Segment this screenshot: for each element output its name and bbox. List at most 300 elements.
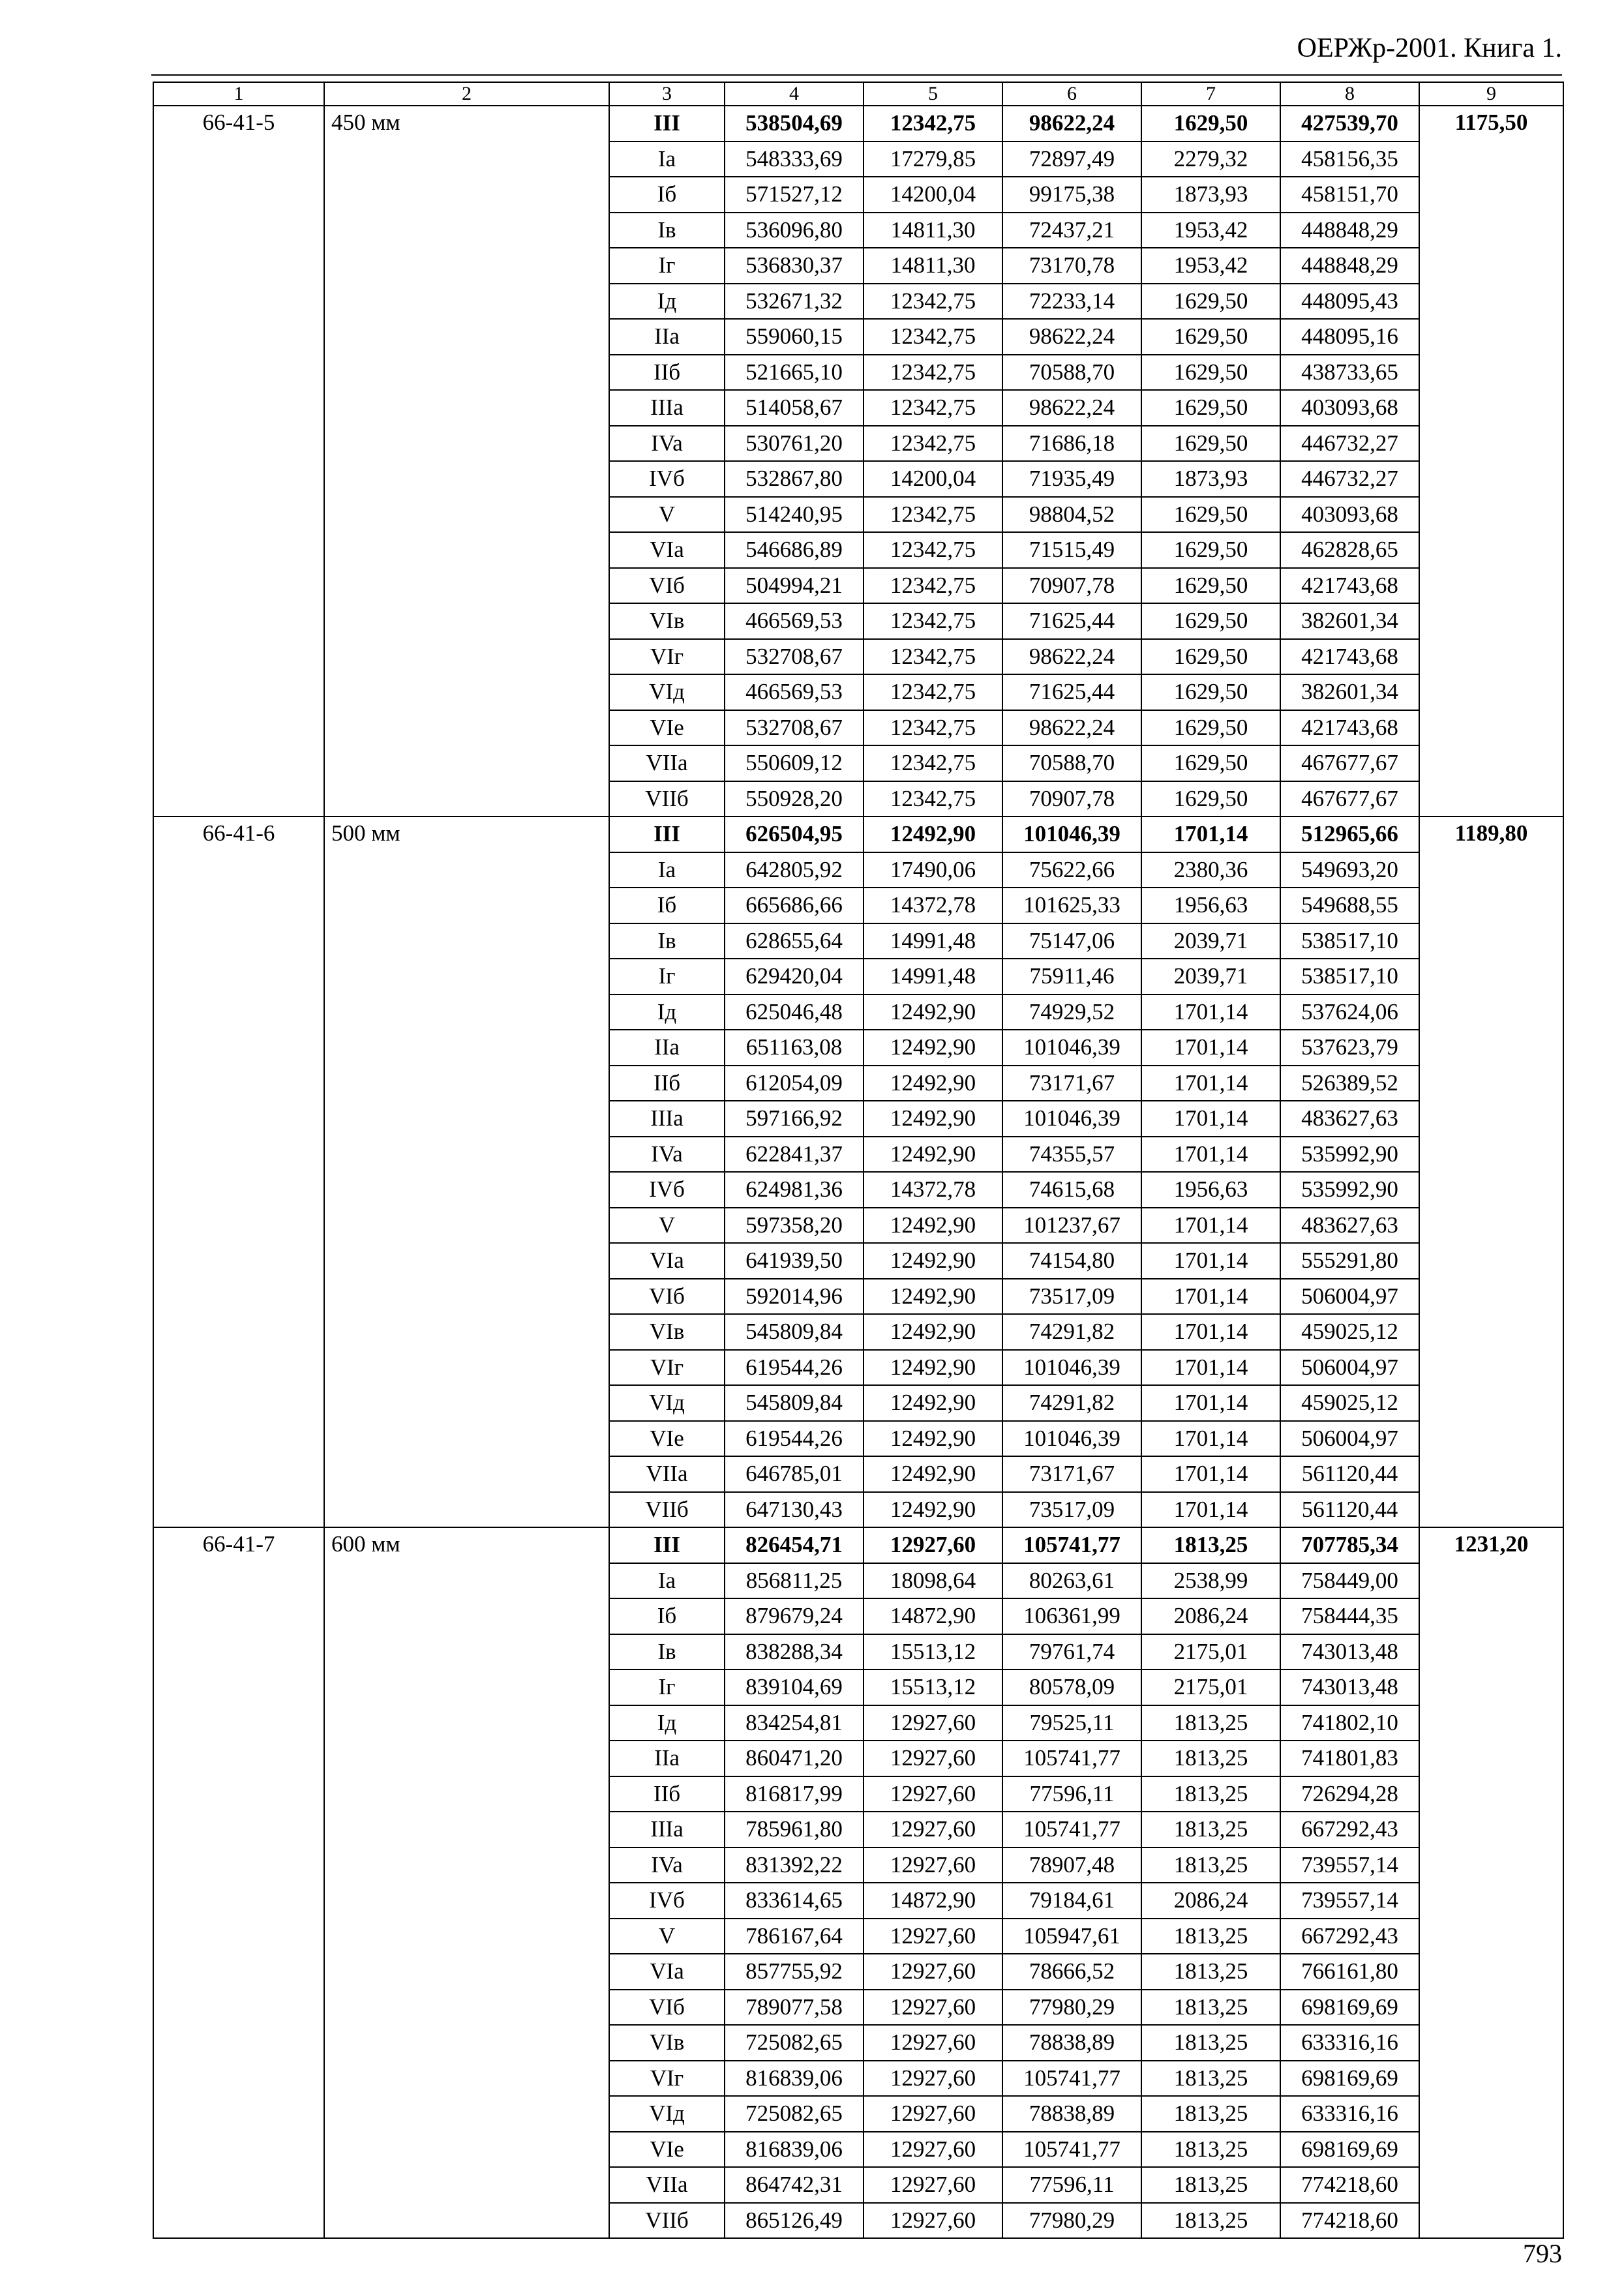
column-number: 9 [1419,82,1563,106]
machines-cell: 79761,74 [1002,1634,1141,1670]
category-cell: VIв [609,1314,725,1350]
machines-cell: 77596,11 [1002,2167,1141,2203]
materials-cell: 667292,43 [1280,1919,1419,1954]
total-cost-cell: 642805,92 [725,852,864,888]
category-cell: VIIa [609,2167,725,2203]
machines-cell: 101625,33 [1002,888,1141,923]
wages-cell: 12342,75 [864,532,1002,568]
machines-cell: 106361,99 [1002,1598,1141,1634]
column-number: 7 [1141,82,1280,106]
total-cost-cell: 559060,15 [725,319,864,355]
machines-cell: 71515,49 [1002,532,1141,568]
machinists-wages-cell: 1813,25 [1141,2096,1280,2132]
wages-cell: 12342,75 [864,284,1002,320]
wages-cell: 14991,48 [864,923,1002,959]
materials-cell: 698169,69 [1280,2061,1419,2097]
table-row [153,106,1563,142]
total-cost-cell: 619544,26 [725,1421,864,1457]
total-cost-cell: 571527,12 [725,177,864,213]
machinists-wages-cell: 1956,63 [1141,888,1280,923]
category-cell: Iг [609,1669,725,1705]
materials-cell: 448095,43 [1280,284,1419,320]
machines-cell: 98804,52 [1002,497,1141,533]
machinists-wages-cell: 1701,14 [1141,816,1280,852]
total-cost-cell: 546686,89 [725,532,864,568]
materials-cell: 698169,69 [1280,2132,1419,2168]
page-number: 793 [1523,2239,1562,2268]
materials-cell: 448848,29 [1280,213,1419,248]
machinists-wages-cell: 1701,14 [1141,1137,1280,1173]
column-number: 8 [1280,82,1419,106]
labor-cost-cell: 1189,80 [1419,816,1563,1527]
materials-cell: 707785,34 [1280,1527,1419,1563]
total-cost-cell: 785961,80 [725,1812,864,1848]
wages-cell: 18098,64 [864,1563,1002,1599]
category-cell: Iг [609,248,725,284]
machines-cell: 70588,70 [1002,745,1141,781]
machinists-wages-cell: 1629,50 [1141,710,1280,746]
category-cell: IIIa [609,1101,725,1137]
wages-cell: 12342,75 [864,710,1002,746]
category-cell: V [609,1919,725,1954]
materials-cell: 535992,90 [1280,1172,1419,1208]
total-cost-cell: 536096,80 [725,213,864,248]
wages-cell: 12342,75 [864,603,1002,639]
machines-cell: 77980,29 [1002,1990,1141,2026]
materials-cell: 555291,80 [1280,1243,1419,1279]
wages-cell: 12342,75 [864,568,1002,604]
machines-cell: 101046,39 [1002,816,1141,852]
category-cell: Iб [609,1598,725,1634]
wages-cell: 12492,90 [864,1279,1002,1315]
machines-cell: 73517,09 [1002,1492,1141,1528]
machinists-wages-cell: 2175,01 [1141,1634,1280,1670]
total-cost-cell: 597166,92 [725,1101,864,1137]
total-cost-cell: 831392,22 [725,1848,864,1883]
materials-cell: 467677,67 [1280,745,1419,781]
category-cell: III [609,1527,725,1563]
page-header: ОЕРЖр-2001. Книга 1. [1297,33,1562,63]
category-cell: VIд [609,674,725,710]
machines-cell: 78666,52 [1002,1954,1141,1990]
category-cell: IIб [609,355,725,391]
machinists-wages-cell: 1701,14 [1141,1066,1280,1101]
total-cost-cell: 538504,69 [725,106,864,142]
materials-cell: 506004,97 [1280,1421,1419,1457]
total-cost-cell: 548333,69 [725,142,864,177]
wages-cell: 12342,75 [864,355,1002,391]
machines-cell: 98622,24 [1002,106,1141,142]
total-cost-cell: 521665,10 [725,355,864,391]
total-cost-cell: 856811,25 [725,1563,864,1599]
machines-cell: 75911,46 [1002,959,1141,995]
materials-cell: 506004,97 [1280,1350,1419,1386]
machines-cell: 70588,70 [1002,355,1141,391]
total-cost-cell: 625046,48 [725,995,864,1030]
machines-cell: 98622,24 [1002,710,1141,746]
machinists-wages-cell: 2380,36 [1141,852,1280,888]
wages-cell: 15513,12 [864,1669,1002,1705]
machinists-wages-cell: 2039,71 [1141,923,1280,959]
wages-cell: 12492,90 [864,1350,1002,1386]
materials-cell: 421743,68 [1280,568,1419,604]
wages-cell: 12927,60 [864,1954,1002,1990]
materials-cell: 537623,79 [1280,1030,1419,1066]
machinists-wages-cell: 1813,25 [1141,2167,1280,2203]
total-cost-cell: 833614,65 [725,1883,864,1919]
category-cell: Iв [609,923,725,959]
materials-cell: 506004,97 [1280,1279,1419,1315]
category-cell: VIг [609,2061,725,2097]
category-cell: IVб [609,1883,725,1919]
total-cost-cell: 816839,06 [725,2132,864,2168]
category-cell: IIб [609,1066,725,1101]
materials-cell: 549693,20 [1280,852,1419,888]
machines-cell: 73517,09 [1002,1279,1141,1315]
materials-cell: 633316,16 [1280,2025,1419,2061]
machines-cell: 80263,61 [1002,1563,1141,1599]
wages-cell: 12342,75 [864,106,1002,142]
wages-cell: 12492,90 [864,995,1002,1030]
category-cell: VIa [609,1243,725,1279]
category-cell: IVa [609,1848,725,1883]
materials-cell: 535992,90 [1280,1137,1419,1173]
category-cell: IIIa [609,390,725,426]
total-cost-cell: 532671,32 [725,284,864,320]
machinists-wages-cell: 1701,14 [1141,995,1280,1030]
machinists-wages-cell: 2538,99 [1141,1563,1280,1599]
category-cell: VIIб [609,1492,725,1528]
machinists-wages-cell: 1629,50 [1141,106,1280,142]
machinists-wages-cell: 1813,25 [1141,2203,1280,2239]
machinists-wages-cell: 1701,14 [1141,1350,1280,1386]
wages-cell: 12927,60 [864,2132,1002,2168]
table-row [153,1527,1563,1563]
machinists-wages-cell: 1813,25 [1141,2061,1280,2097]
category-cell: V [609,497,725,533]
machines-cell: 74291,82 [1002,1385,1141,1421]
materials-cell: 739557,14 [1280,1848,1419,1883]
diameter-cell: 500 мм [324,816,609,1527]
machinists-wages-cell: 1629,50 [1141,532,1280,568]
machinists-wages-cell: 1629,50 [1141,497,1280,533]
category-cell: Ia [609,852,725,888]
total-cost-cell: 536830,37 [725,248,864,284]
category-cell: Iд [609,1705,725,1741]
machines-cell: 79184,61 [1002,1883,1141,1919]
machines-cell: 105741,77 [1002,1741,1141,1776]
total-cost-cell: 626504,95 [725,816,864,852]
materials-cell: 458151,70 [1280,177,1419,213]
machinists-wages-cell: 1629,50 [1141,284,1280,320]
total-cost-cell: 839104,69 [725,1669,864,1705]
machines-cell: 70907,78 [1002,781,1141,817]
machinists-wages-cell: 1813,25 [1141,1812,1280,1848]
machines-cell: 74929,52 [1002,995,1141,1030]
wages-cell: 12927,60 [864,1848,1002,1883]
total-cost-cell: 466569,53 [725,603,864,639]
wages-cell: 12492,90 [864,1243,1002,1279]
wages-cell: 12342,75 [864,319,1002,355]
materials-cell: 448095,16 [1280,319,1419,355]
table-body [153,106,1563,2238]
category-cell: Iд [609,995,725,1030]
category-cell: VIIa [609,745,725,781]
category-cell: VIд [609,1385,725,1421]
machinists-wages-cell: 2086,24 [1141,1598,1280,1634]
machines-cell: 105741,77 [1002,1812,1141,1848]
machinists-wages-cell: 1701,14 [1141,1208,1280,1244]
wages-cell: 12342,75 [864,639,1002,675]
category-cell: VIг [609,639,725,675]
machines-cell: 72233,14 [1002,284,1141,320]
category-cell: VIв [609,2025,725,2061]
materials-cell: 438733,65 [1280,355,1419,391]
total-cost-cell: 466569,53 [725,674,864,710]
wages-cell: 12492,90 [864,1456,1002,1492]
total-cost-cell: 725082,65 [725,2025,864,2061]
machines-cell: 77980,29 [1002,2203,1141,2239]
wages-cell: 12927,60 [864,1919,1002,1954]
materials-cell: 446732,27 [1280,426,1419,462]
machinists-wages-cell: 1813,25 [1141,1954,1280,1990]
category-cell: IIa [609,319,725,355]
machines-cell: 75147,06 [1002,923,1141,959]
materials-cell: 741802,10 [1280,1705,1419,1741]
total-cost-cell: 641939,50 [725,1243,864,1279]
materials-cell: 561120,44 [1280,1492,1419,1528]
machinists-wages-cell: 1629,50 [1141,674,1280,710]
category-cell: Iб [609,177,725,213]
machines-cell: 78907,48 [1002,1848,1141,1883]
column-number-row [153,82,1563,106]
total-cost-cell: 597358,20 [725,1208,864,1244]
materials-cell: 667292,43 [1280,1812,1419,1848]
machines-cell: 74615,68 [1002,1172,1141,1208]
total-cost-cell: 860471,20 [725,1741,864,1776]
machinists-wages-cell: 1701,14 [1141,1243,1280,1279]
column-number: 2 [324,82,609,106]
category-cell: VIa [609,1954,725,1990]
machines-cell: 77596,11 [1002,1776,1141,1812]
machinists-wages-cell: 2086,24 [1141,1883,1280,1919]
total-cost-cell: 545809,84 [725,1314,864,1350]
machines-cell: 80578,09 [1002,1669,1141,1705]
wages-cell: 17490,06 [864,852,1002,888]
machines-cell: 105741,77 [1002,2132,1141,2168]
materials-cell: 538517,10 [1280,923,1419,959]
category-cell: VIIб [609,781,725,817]
wages-cell: 12927,60 [864,2203,1002,2239]
machines-cell: 98622,24 [1002,639,1141,675]
category-cell: Iд [609,284,725,320]
machinists-wages-cell: 1629,50 [1141,568,1280,604]
category-cell: VIe [609,1421,725,1457]
machinists-wages-cell: 1813,25 [1141,1527,1280,1563]
machinists-wages-cell: 1701,14 [1141,1385,1280,1421]
column-number: 6 [1002,82,1141,106]
machines-cell: 101237,67 [1002,1208,1141,1244]
machinists-wages-cell: 1956,63 [1141,1172,1280,1208]
total-cost-cell: 725082,65 [725,2096,864,2132]
machinists-wages-cell: 1629,50 [1141,426,1280,462]
materials-cell: 726294,28 [1280,1776,1419,1812]
materials-cell: 459025,12 [1280,1385,1419,1421]
total-cost-cell: 624981,36 [725,1172,864,1208]
category-cell: Iв [609,213,725,248]
total-cost-cell: 838288,34 [725,1634,864,1670]
machines-cell: 71625,44 [1002,603,1141,639]
machinists-wages-cell: 1813,25 [1141,1990,1280,2026]
materials-cell: 758449,00 [1280,1563,1419,1599]
materials-cell: 448848,29 [1280,248,1419,284]
category-cell: IVa [609,426,725,462]
materials-cell: 467677,67 [1280,781,1419,817]
machinists-wages-cell: 1629,50 [1141,639,1280,675]
wages-cell: 12492,90 [864,1314,1002,1350]
materials-cell: 526389,52 [1280,1066,1419,1101]
materials-cell: 766161,80 [1280,1954,1419,1990]
wages-cell: 12492,90 [864,1421,1002,1457]
total-cost-cell: 550928,20 [725,781,864,817]
materials-cell: 446732,27 [1280,461,1419,497]
machinists-wages-cell: 1813,25 [1141,1919,1280,1954]
category-cell: VIIa [609,1456,725,1492]
machines-cell: 74291,82 [1002,1314,1141,1350]
machines-cell: 73170,78 [1002,248,1141,284]
total-cost-cell: 504994,21 [725,568,864,604]
total-cost-cell: 786167,64 [725,1919,864,1954]
category-cell: Iв [609,1634,725,1670]
total-cost-cell: 647130,43 [725,1492,864,1528]
wages-cell: 12927,60 [864,1527,1002,1563]
machinists-wages-cell: 1629,50 [1141,603,1280,639]
wages-cell: 17279,85 [864,142,1002,177]
materials-cell: 743013,48 [1280,1669,1419,1705]
category-cell: VIe [609,710,725,746]
machinists-wages-cell: 1629,50 [1141,319,1280,355]
category-cell: IVa [609,1137,725,1173]
total-cost-cell: 629420,04 [725,959,864,995]
category-cell: VIг [609,1350,725,1386]
category-cell: VIa [609,532,725,568]
machines-cell: 71935,49 [1002,461,1141,497]
wages-cell: 12492,90 [864,816,1002,852]
column-number: 1 [153,82,324,106]
machines-cell: 101046,39 [1002,1101,1141,1137]
wages-cell: 14872,90 [864,1598,1002,1634]
machinists-wages-cell: 1701,14 [1141,1492,1280,1528]
machines-cell: 75622,66 [1002,852,1141,888]
total-cost-cell: 545809,84 [725,1385,864,1421]
machines-cell: 72897,49 [1002,142,1141,177]
materials-cell: 382601,34 [1280,603,1419,639]
total-cost-cell: 622841,37 [725,1137,864,1173]
header-rule [151,74,1562,76]
total-cost-cell: 628655,64 [725,923,864,959]
wages-cell: 12927,60 [864,1812,1002,1848]
category-cell: IIIa [609,1812,725,1848]
wages-cell: 14372,78 [864,1172,1002,1208]
diameter-cell: 600 мм [324,1527,609,2238]
materials-cell: 421743,68 [1280,710,1419,746]
column-number: 3 [609,82,725,106]
category-cell: III [609,816,725,852]
rate-code-cell: 66-41-7 [153,1527,324,2238]
machinists-wages-cell: 1701,14 [1141,1314,1280,1350]
wages-cell: 12342,75 [864,426,1002,462]
machines-cell: 72437,21 [1002,213,1141,248]
materials-cell: 758444,35 [1280,1598,1419,1634]
machines-cell: 101046,39 [1002,1030,1141,1066]
total-cost-cell: 789077,58 [725,1990,864,2026]
category-cell: III [609,106,725,142]
wages-cell: 12927,60 [864,2061,1002,2097]
wages-cell: 14200,04 [864,177,1002,213]
materials-cell: 483627,63 [1280,1208,1419,1244]
machines-cell: 98622,24 [1002,390,1141,426]
total-cost-cell: 834254,81 [725,1705,864,1741]
category-cell: IIa [609,1030,725,1066]
machinists-wages-cell: 1701,14 [1141,1421,1280,1457]
total-cost-cell: 816839,06 [725,2061,864,2097]
wages-cell: 12342,75 [864,390,1002,426]
wages-cell: 12492,90 [864,1101,1002,1137]
machines-cell: 98622,24 [1002,319,1141,355]
category-cell: Iб [609,888,725,923]
total-cost-cell: 530761,20 [725,426,864,462]
materials-cell: 739557,14 [1280,1883,1419,1919]
total-cost-cell: 646785,01 [725,1456,864,1492]
total-cost-cell: 514240,95 [725,497,864,533]
wages-cell: 12492,90 [864,1492,1002,1528]
category-cell: Iг [609,959,725,995]
materials-cell: 538517,10 [1280,959,1419,995]
category-cell: V [609,1208,725,1244]
category-cell: VIб [609,568,725,604]
machinists-wages-cell: 1701,14 [1141,1456,1280,1492]
wages-cell: 12492,90 [864,1208,1002,1244]
wages-cell: 12492,90 [864,1030,1002,1066]
machinists-wages-cell: 1629,50 [1141,745,1280,781]
materials-cell: 561120,44 [1280,1456,1419,1492]
materials-cell: 462828,65 [1280,532,1419,568]
total-cost-cell: 826454,71 [725,1527,864,1563]
machines-cell: 101046,39 [1002,1350,1141,1386]
machinists-wages-cell: 1629,50 [1141,781,1280,817]
machines-cell: 71625,44 [1002,674,1141,710]
materials-cell: 741801,83 [1280,1741,1419,1776]
materials-cell: 537624,06 [1280,995,1419,1030]
machines-cell: 105947,61 [1002,1919,1141,1954]
labor-cost-cell: 1175,50 [1419,106,1563,816]
wages-cell: 12927,60 [864,1741,1002,1776]
machines-cell: 78838,89 [1002,2025,1141,2061]
wages-cell: 12342,75 [864,674,1002,710]
machines-cell: 70907,78 [1002,568,1141,604]
column-number: 5 [864,82,1002,106]
total-cost-cell: 612054,09 [725,1066,864,1101]
total-cost-cell: 532708,67 [725,639,864,675]
category-cell: VIд [609,2096,725,2132]
machines-cell: 78838,89 [1002,2096,1141,2132]
machines-cell: 101046,39 [1002,1421,1141,1457]
materials-cell: 549688,55 [1280,888,1419,923]
materials-cell: 458156,35 [1280,142,1419,177]
materials-cell: 382601,34 [1280,674,1419,710]
machinists-wages-cell: 1953,42 [1141,248,1280,284]
total-cost-cell: 864742,31 [725,2167,864,2203]
